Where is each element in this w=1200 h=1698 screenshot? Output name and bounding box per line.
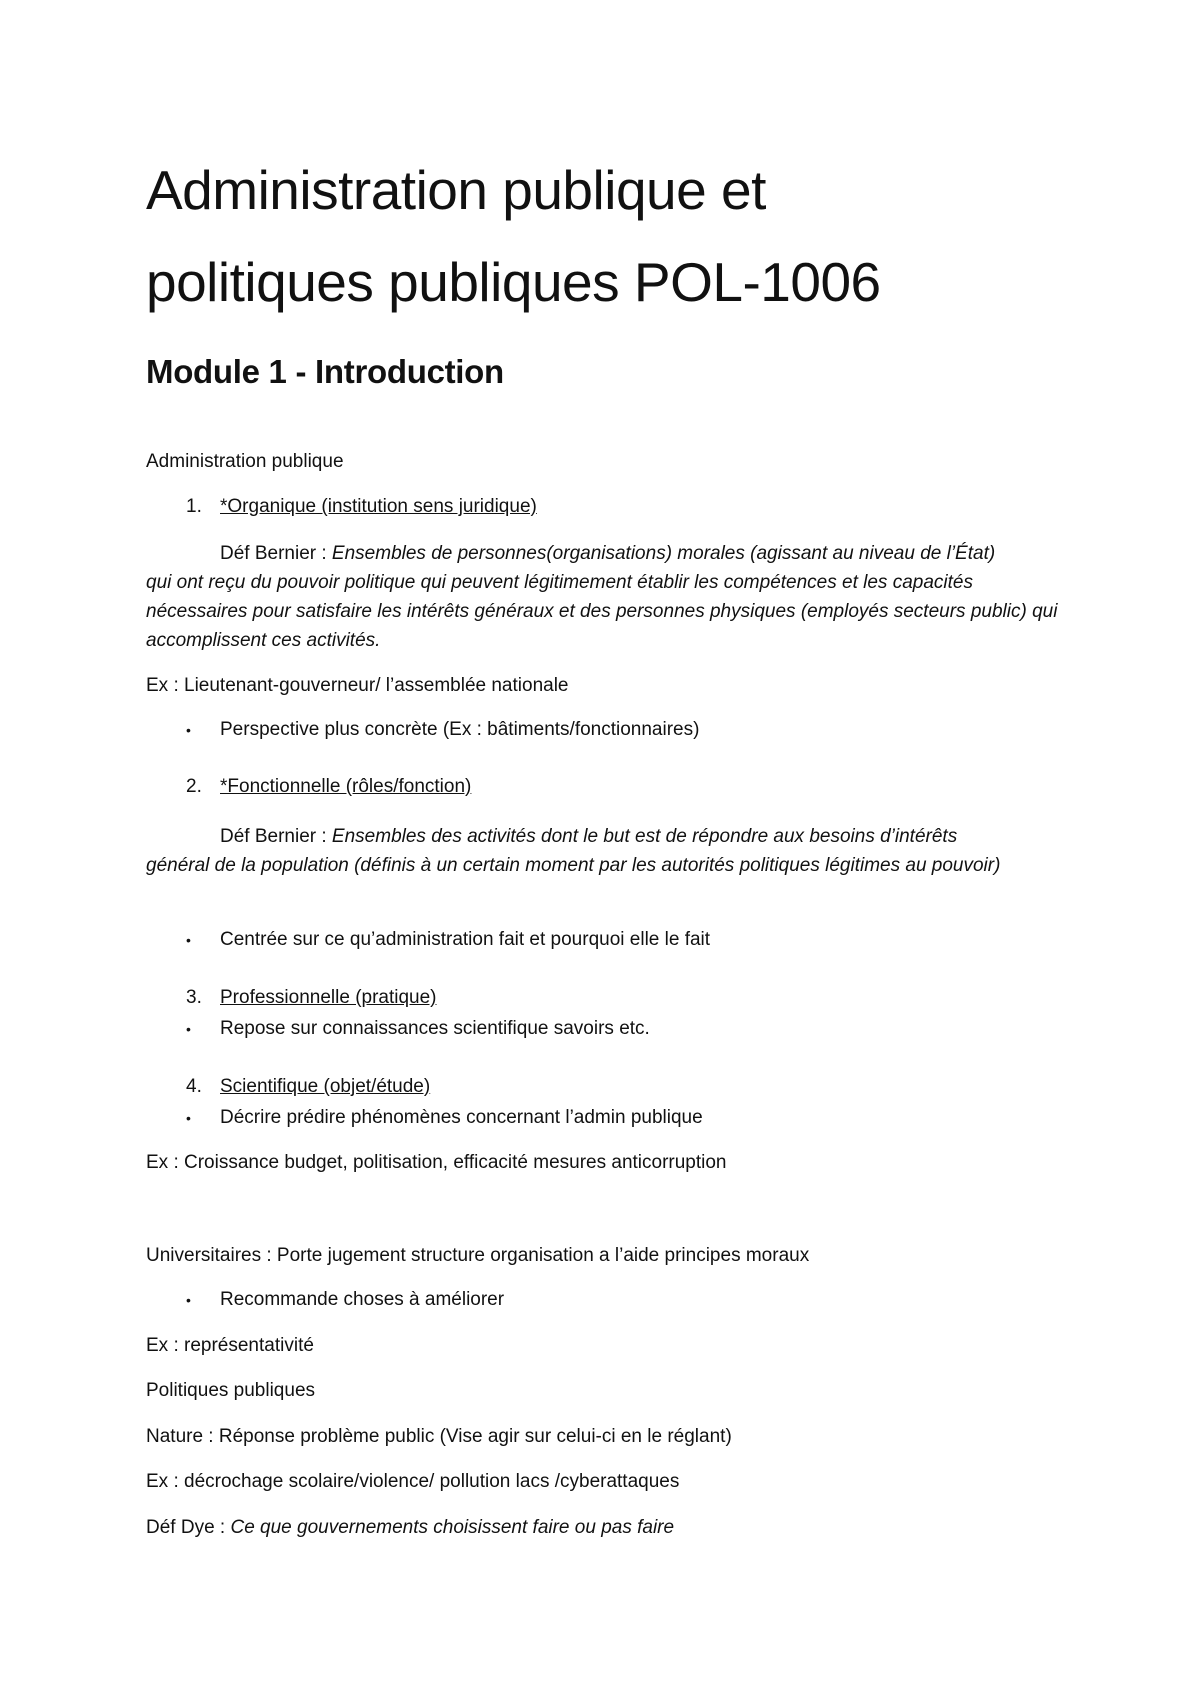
item-2-definition: [146, 822, 1066, 880]
item-1-definition: [146, 539, 1066, 655]
nature-text: Nature : Réponse problème public (Vise agir sur celui-ci en le réglant): [146, 1426, 732, 1447]
item-2-label: *Fonctionnelle (rôles/fonction): [220, 776, 472, 797]
item-4-number: 4.: [186, 1076, 202, 1097]
item-2-number: 2.: [186, 776, 202, 797]
item-2-bullet: Centrée sur ce qu’administration fait et pourquoi elle le fait: [220, 929, 711, 950]
item-3-number: 3.: [186, 987, 202, 1008]
example-representativite: Ex : représentativité: [146, 1335, 314, 1356]
item-4-label: Scientifique (objet/étude): [220, 1076, 431, 1097]
item-3-label: Professionnelle (pratique): [220, 987, 437, 1008]
item-2-def-label: Déf Bernier :: [220, 826, 327, 847]
document-title-line-2: politiques publiques POL-1006: [146, 251, 881, 313]
dye-text: Ce que gouvernements choisissent faire ou pas faire: [225, 1517, 675, 1538]
bullet-icon: •: [186, 1292, 191, 1308]
item-1-example: Ex : Lieutenant-gouverneur/ l’assemblée nationale: [146, 675, 569, 696]
item-2-def-text-line1: Ensembles des activités dont le but est de répondre aux besoins d’intérêts: [326, 826, 958, 847]
document-title-line-1: Administration publique et: [146, 159, 766, 221]
section-politiques-publiques: Politiques publiques: [146, 1380, 316, 1401]
example-politiques: Ex : décrochage scolaire/violence/ pollution lacs /cyberattaques: [146, 1471, 680, 1492]
dye-label: Déf Dye :: [146, 1517, 226, 1538]
module-heading: Module 1 - Introduction: [146, 353, 504, 390]
item-1-def-text-line1: Ensembles de personnes(organisations) morales (agissant au niveau de l’État): [326, 543, 996, 564]
item-1-number: 1.: [186, 496, 202, 517]
item-1-label: *Organique (institution sens juridique): [220, 496, 537, 517]
universitaires-bullet: Recommande choses à améliorer: [220, 1289, 505, 1310]
bullet-icon: •: [186, 1021, 191, 1037]
item-1-bullet: Perspective plus concrète (Ex : bâtiments/fonctionnaires): [220, 719, 700, 740]
bullet-icon: •: [186, 932, 191, 948]
item-4-bullet: Décrire prédire phénomènes concernant l’admin publique: [220, 1107, 703, 1128]
item-2-def-text-rest: général de la population (définis à un certain moment par les autorités politiques légitimes au pouvoir): [146, 855, 1001, 876]
bullet-icon: •: [186, 1110, 191, 1126]
bullet-icon: •: [186, 722, 191, 738]
definition-dye: [146, 1516, 674, 1540]
section-administration-publique: Administration publique: [146, 451, 344, 472]
universitaires-text: Universitaires : Porte jugement structure organisation a l’aide principes moraux: [146, 1245, 810, 1266]
item-3-bullet: Repose sur connaissances scientifique savoirs etc.: [220, 1018, 650, 1039]
example-science: Ex : Croissance budget, politisation, efficacité mesures anticorruption: [146, 1152, 727, 1173]
item-1-def-text-rest: qui ont reçu du pouvoir politique qui peuvent légitimement établir les compétences et les capacités nécessaires pour satisfaire les intérêts généraux et des personnes physiques (employés secteurs public) qui accomplissent ces activités.: [146, 572, 1058, 651]
item-1-def-label: Déf Bernier :: [220, 543, 327, 564]
